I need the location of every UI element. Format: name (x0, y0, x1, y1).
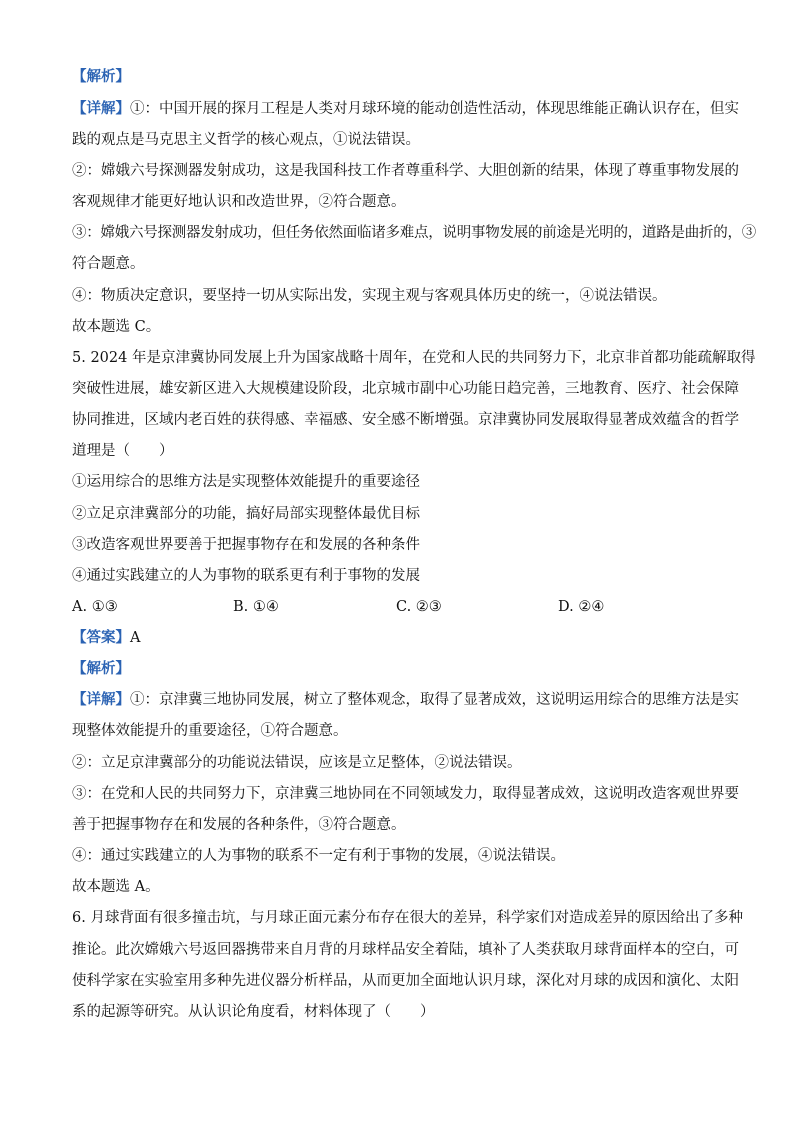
question-stem: 推论。此次嫦娥六号返回器携带来自月背的月球样品安全着陆，填补了人类获取月球背面样本的空白，可 (72, 942, 739, 958)
detail-line: 客观规律才能更好地认识和改造世界，②符合题意。 (72, 194, 406, 210)
question-stem: 突破性进展，雄安新区进入大规模建设阶段，北京城市副中心功能日趋完善，三地教育、医疗、社会保障 (72, 381, 739, 397)
option-c: C. ②③ (396, 599, 442, 615)
answer-value: A (130, 630, 141, 646)
detail-text: ①：京津冀三地协同发展，树立了整体观念，取得了显著成效，这说明运用综合的思维方法是实 (130, 692, 739, 708)
statement-item: ③改造客观世界要善于把握事物存在和发展的各种条件 (72, 537, 420, 553)
detail-line: ②：立足京津冀部分的功能说法错误，应该是立足整体，②说法错误。 (72, 755, 522, 771)
detail-line (72, 691, 739, 709)
question-stem: 协同推进，区域内老百姓的获得感、幸福感、安全感不断增强。京津冀协同发展取得显著成效蕴含的哲学 (72, 412, 739, 428)
detail-line: ②：嫦娥六号探测器发射成功，这是我国科技工作者尊重科学、大胆创新的结果，体现了尊重事物发展的 (72, 163, 739, 179)
question-stem: 系的起源等研究。从认识论角度看，材料体现了（ ） (72, 1004, 435, 1020)
detail-text: ①：中国开展的探月工程是人类对月球环境的能动创造性活动，体现思维能正确认识存在，但实 (130, 101, 739, 117)
detail-line: 善于把握事物存在和发展的各种条件，③符合题意。 (72, 817, 406, 833)
detail-line (72, 100, 739, 118)
statement-item: ①运用综合的思维方法是实现整体效能提升的重要途径 (72, 474, 420, 490)
answer-line (72, 629, 140, 647)
detail-line: 践的观点是马克思主义哲学的核心观点，①说法错误。 (72, 132, 420, 148)
detail-line: ④：物质决定意识，要坚持一切从实际出发，实现主观与客观具体历史的统一，④说法错误。 (72, 288, 667, 304)
question-stem: 5. 2024 年是京津冀协同发展上升为国家战略十周年，在党和人民的共同努力下，北京非首都功能疏解取得 (72, 350, 756, 366)
option-b: B. ①④ (233, 599, 279, 615)
conclusion: 故本题选 A。 (72, 879, 160, 895)
detail-line: ③：嫦娥六号探测器发射成功，但任务依然面临诸多难点，说明事物发展的前途是光明的，道路是曲折的，③ (72, 225, 756, 241)
detail-line: ④：通过实践建立的人为事物的联系不一定有利于事物的发展，④说法错误。 (72, 848, 565, 864)
statement-item: ②立足京津冀部分的功能，搞好局部实现整体最优目标 (72, 506, 420, 522)
analysis-heading: 【解析】 (72, 68, 130, 85)
question-stem: 使科学家在实验室用多种先进仪器分析样品，从而更加全面地认识月球，深化对月球的成因和演化、太阳 (72, 973, 739, 989)
statement-item: ④通过实践建立的人为事物的联系更有利于事物的发展 (72, 568, 420, 584)
detail-line: 现整体效能提升的重要途径，①符合题意。 (72, 723, 348, 739)
detail-line: ③：在党和人民的共同努力下，京津冀三地协同在不同领域发力，取得显著成效，这说明改造客观世界要 (72, 786, 739, 802)
question-stem: 6. 月球背面有很多撞击坑，与月球正面元素分布存在很大的差异，科学家们对造成差异的原因给出了多种 (72, 910, 743, 926)
option-d: D. ②④ (558, 599, 605, 615)
detail-tag: 【详解】 (72, 100, 130, 117)
detail-line: 符合题意。 (72, 256, 145, 272)
answer-tag: 【答案】 (72, 629, 130, 646)
analysis-heading: 【解析】 (72, 660, 130, 677)
option-a: A. ①③ (72, 599, 118, 615)
question-stem: 道理是（ ） (72, 443, 174, 459)
detail-tag: 【详解】 (72, 691, 130, 708)
conclusion: 故本题选 C。 (72, 319, 161, 335)
